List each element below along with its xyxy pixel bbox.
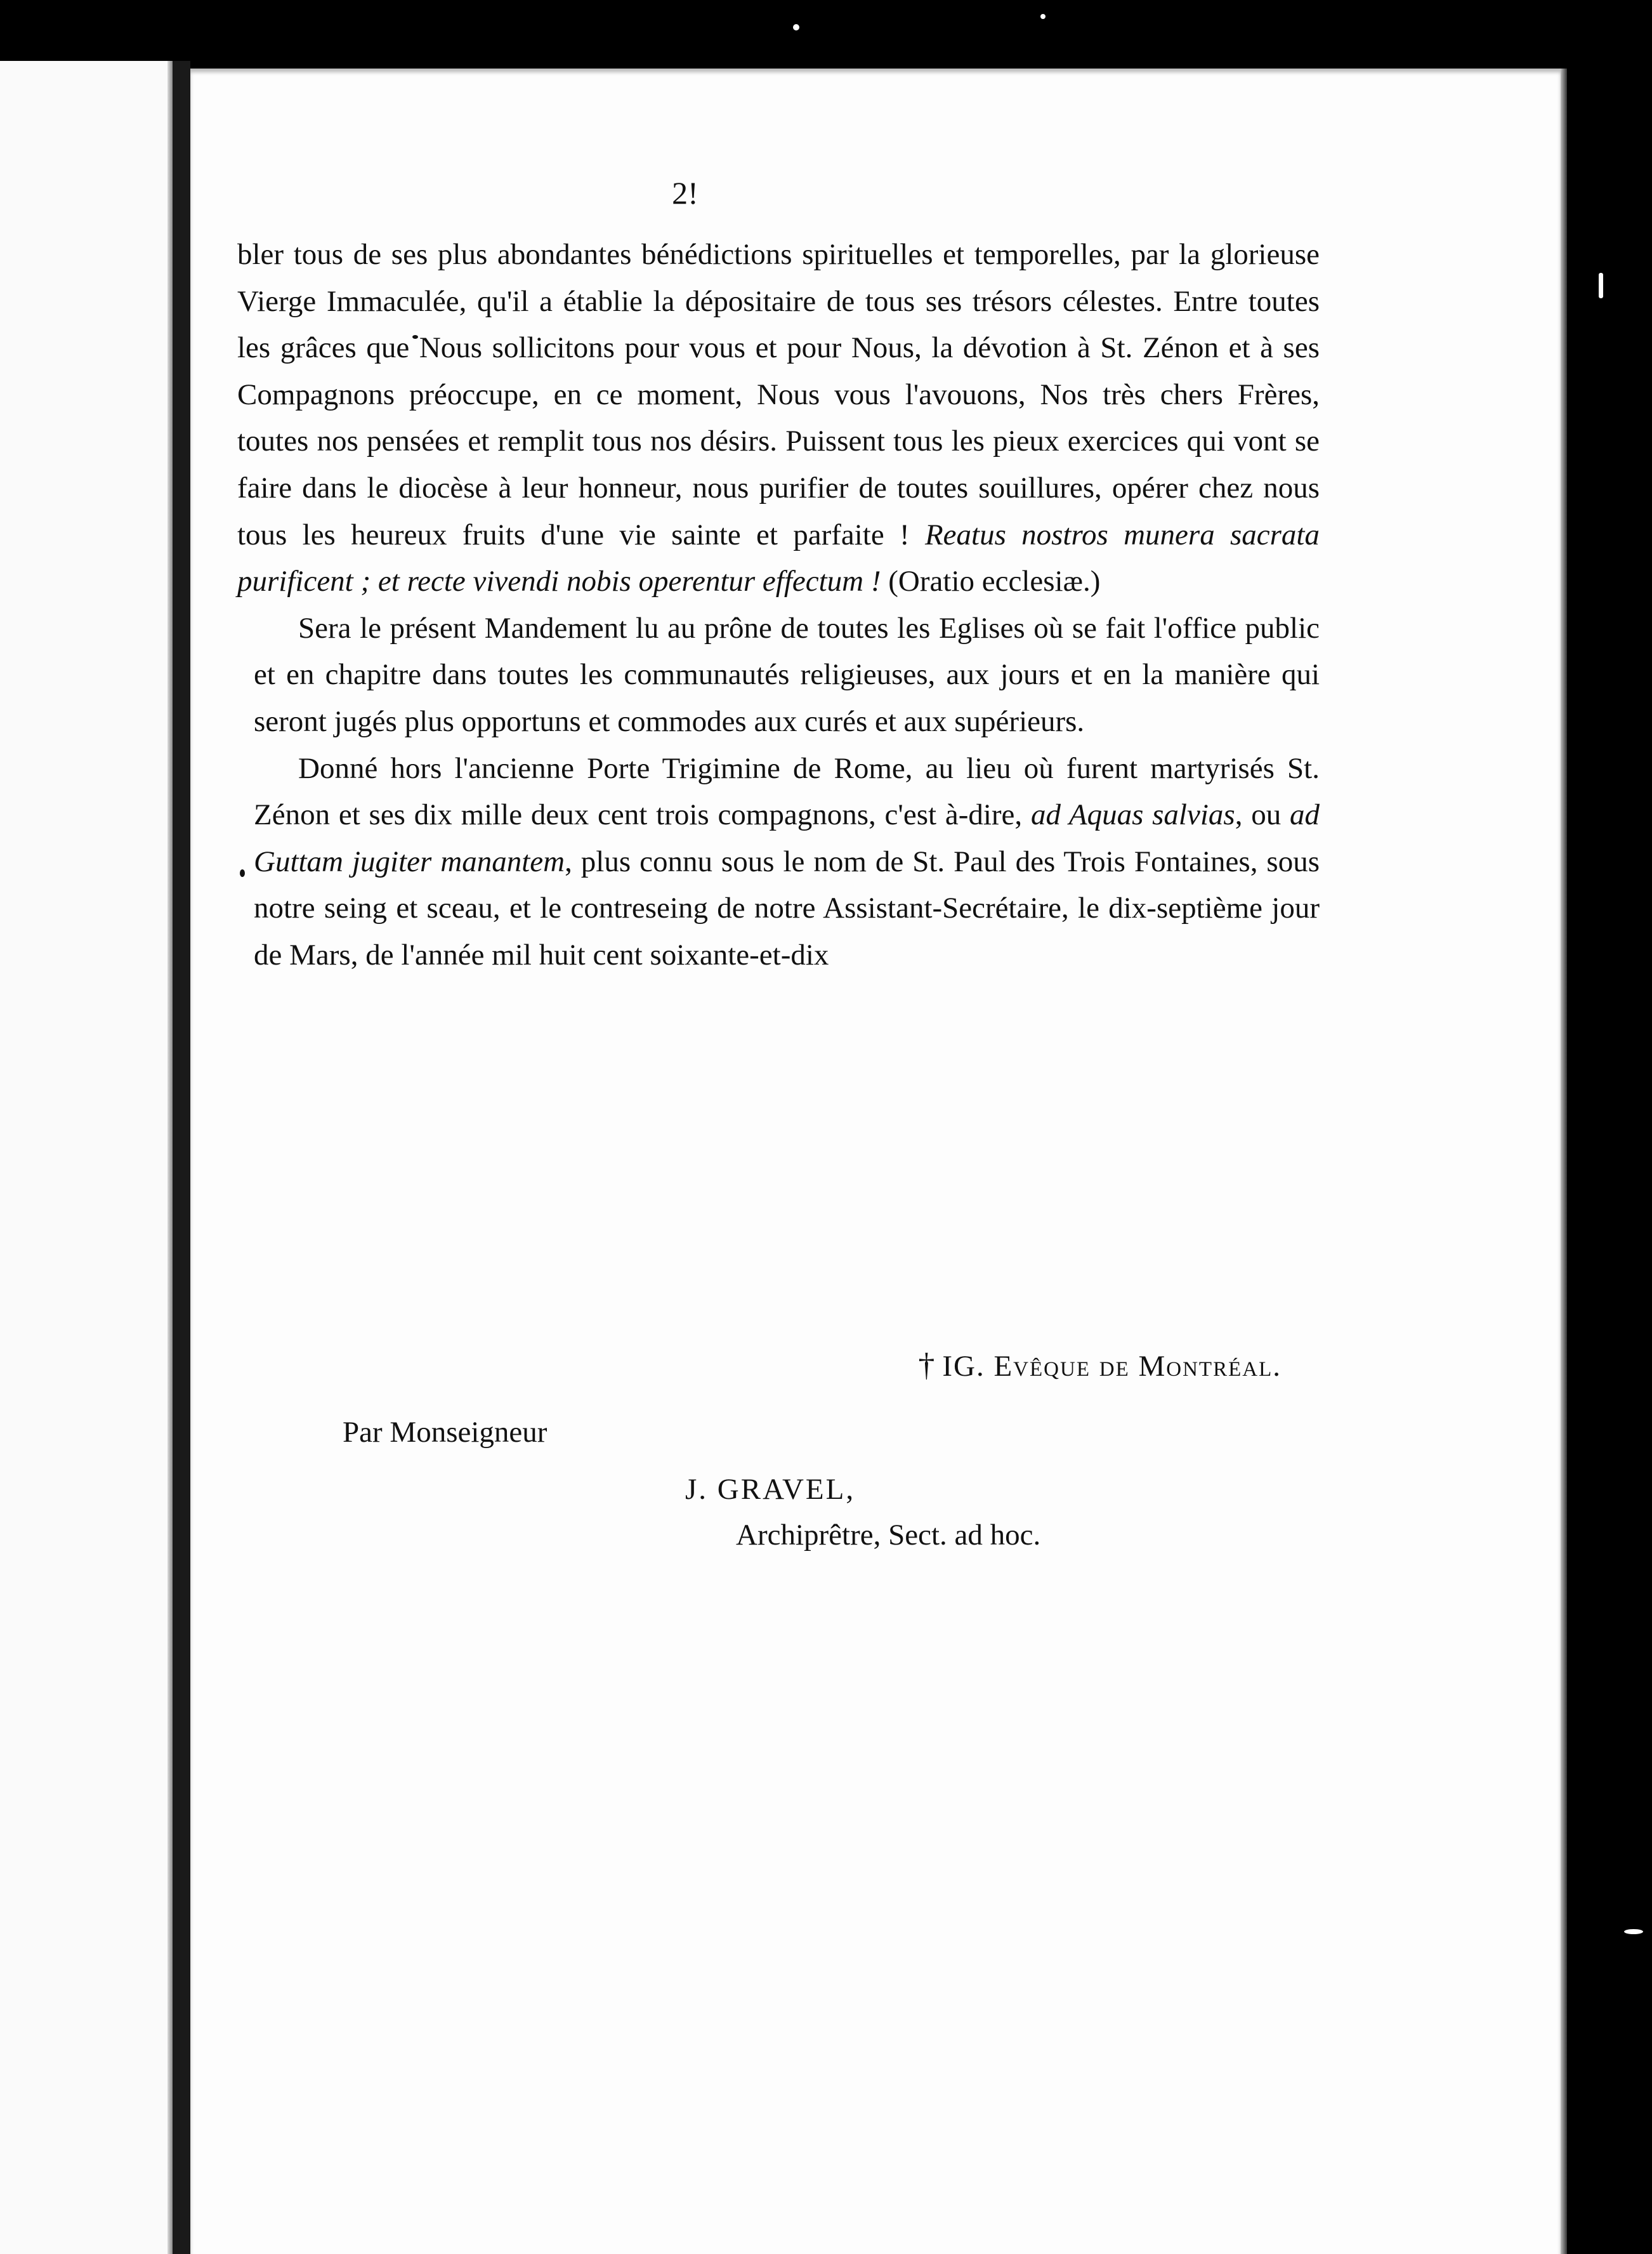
latin-place-name: ad Guttam jugiter manantem (254, 798, 1320, 878)
paragraph-text: Donné hors l'ancienne Porte Trigimine de Rome, au lieu où furent martyrisés St. Zénon et ses dix mille deux cent trois compagnons, c'est à-dire, (254, 751, 1320, 832)
margin-ink-mark (240, 869, 245, 877)
book-gutter (173, 61, 190, 2254)
left-page-edge (0, 61, 173, 2254)
bishop-signature (825, 1347, 1282, 1384)
paragraph-text: , ou (1235, 798, 1290, 832)
paragraph-reading-order: Sera le présent Mandement lu au prône de toutes les Eglises où se fait l'office public et en chapitre dans toutes les communautés religieuses, aux jours et en la manière qui seront jugés plus opportuns et commodes aux curés et aux supérieurs. (254, 611, 1320, 738)
scan-speck (1599, 273, 1603, 298)
paragraph-given-at (254, 746, 1320, 979)
page-right-edge (1561, 69, 1567, 2254)
scan-speck (793, 24, 799, 30)
latin-place-name: ad Aquas salvias (1030, 798, 1235, 832)
bishop-name: IG. Evêque de Montréal. (942, 1350, 1282, 1383)
body-text (237, 232, 1320, 979)
citation: (Oratio ecclesiæ.) (881, 565, 1101, 598)
paragraph-text: , plus connu sous le nom de St. Paul des Trois Fontaines, sous notre seing et sceau, et le contreseing de notre Assistant-Secrétaire, le dix-septième jour de Mars, de l'année mil huit cent soixante-et-dix (254, 845, 1320, 972)
par-monseigneur: Par Monseigneur (343, 1416, 547, 1449)
scan-speck (1624, 1929, 1643, 1934)
page-number: 2! (672, 175, 698, 211)
cross-icon: † (918, 1347, 935, 1383)
latin-quotation: Reatus nostros munera sacrata purificent ; et recte vivendi nobis operentur effectum ! (237, 518, 1320, 598)
paragraph-continuation (237, 232, 1320, 605)
scan-speck (1040, 14, 1046, 19)
paragraph-text: bler tous de ses plus abondantes bénédictions spirituelles et temporelles, par la glorieuse Vierge Immaculée, qu'il a établie la dépositaire de tous ses trésors célestes. Entre toutes les grâces que Nous sollicitons pour vous et pour Nous, la dévotion à St. Zénon et à ses Compagnons préoccupe, en ce moment, Nous vous l'avouons, Nos très chers Frères, toutes nos pensées et remplit tous nos désirs. Puissent tous les pieux exercices qui vont se faire dans le diocèse à leur honneur, nous purifier de toutes souillures, opérer chez nous tous les heureux fruits d'une vie sainte et parfaite ! (237, 238, 1320, 551)
secretary-name: J. GRAVEL, (685, 1473, 856, 1506)
secretary-title: Archiprêtre, Sect. ad hoc. (736, 1519, 1041, 1552)
